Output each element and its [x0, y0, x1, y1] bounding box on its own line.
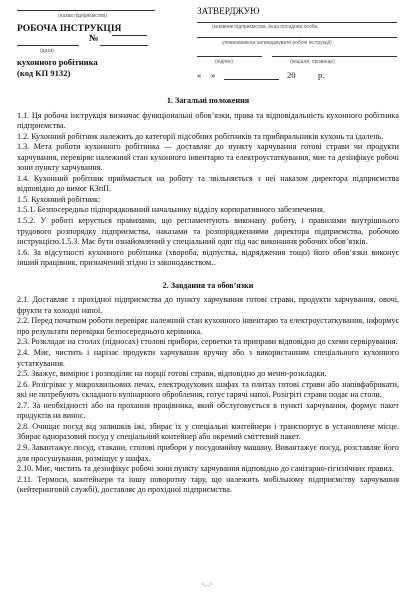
page-continuation-marker: <...>	[201, 582, 213, 588]
number-sign: №	[89, 34, 99, 44]
paragraph: 2.4. Миє, чистить і нарізає продукти харчування вручну або з використанням спеціального кухонного устаткування.	[17, 348, 399, 368]
approver-line-2	[197, 37, 397, 38]
approver-placeholder-2: уповноважена затверджувати робочі інструкції)	[222, 40, 332, 46]
paragraph: 1.5.2. У роботі керується правилами, що регламентують виконану роботу, і правилами внутрішнього трудового розпорядку підприємства, наказами та розпорядженнями директора підприємства, робочою інструкцією.1.5.3. Має бути ознайомлений у спеціальний одяг під час виконання робочих обов’язків.	[17, 216, 399, 247]
initials-placeholder: (ініціали, прізвище)	[290, 59, 335, 65]
org-placeholder: (назва підприємства)	[58, 13, 108, 19]
document-body	[17, 96, 399, 496]
month-line	[224, 79, 279, 80]
paragraph: 2.11. Термоси, контейнери та іншу поворотну тару, що належить мобільному підприємству харчування (кейтеринговій службі), доставляє до прохідної підприємства.	[17, 474, 399, 495]
org-line	[17, 10, 155, 11]
number-line-left	[112, 35, 147, 36]
section-title: 2. Завдання та обов’язки	[162, 280, 254, 290]
paragraph: 2.1. Доставляє з прохідної підприємства до пункту харчування готові страви, продукти харчування, овочі, фрукти та холодні напої.	[17, 295, 399, 315]
paragraph: 1.3. Мета роботи кухонного робітника — доставляє до пункту харчування готові страви чи продукти харчування, перевіряє належний стан кухонного інвентарю та електроустаткування, миє та дезінфікує робочі зони пункту харчування.	[17, 142, 399, 173]
paragraph: 2.2. Перед початком роботи перевіряє належний стан кухонного інвентарю та електроустаткування, інформує про результати перевірки безпосереднього керівника.	[17, 316, 399, 336]
signature-placeholder: (підпис)	[215, 59, 234, 65]
paragraph: 1.6. За відсутності кухонного робітника (хвороба, відпустка, відрядження тощо) його обов’язки виконує інший працівник, призначений згідно із законодавством..	[17, 247, 399, 268]
approver-placeholder-1: (керівник підприємства, інша посадова особа,	[212, 24, 319, 30]
approve-label: ЗАТВЕРДЖУЮ	[197, 6, 260, 16]
paragraph: 2.7. За необхідності або на прохання працівника, який обслуговується в пункті харчування, формує пакет продуктів на винос.	[17, 400, 399, 421]
paragraph: 1.2. Кухонний робітник належить до категорії підсобних робітників та прибиральників кухонь та їдалень.	[17, 131, 384, 141]
paragraph: 1.5. Кухонний робітник:	[17, 194, 101, 204]
year-suffix: р.	[318, 70, 325, 80]
date-close-quote: »	[211, 70, 216, 80]
date-placeholder: (дата)	[40, 48, 54, 54]
date-open-quote: «	[197, 70, 202, 80]
paragraph: 2.5. Зважує, вимірює і розподіляє на порції готові страви, відповідно до меню-розкладки.	[17, 369, 327, 379]
paragraph: 2.3. Розкладає на столах (підносах) столові прибори, серветки та приправи відповідно до схеми сервірування.	[17, 337, 398, 347]
year-prefix: 20	[287, 70, 296, 80]
position-title: кухонного робітника	[17, 57, 98, 67]
paragraph: 1.4. Кухонний робітник приймається на роботу та звільняється з неї наказом директора підприємства відповідно до вимог КЗпП.	[17, 173, 399, 194]
approver-line	[197, 22, 397, 23]
paragraph: 2.10. Миє, чистить та дезінфікує робочі зони пункту харчування відповідно до санітарно-гігієнічних правил.	[17, 464, 394, 474]
signature-line	[197, 56, 262, 57]
paragraph: 2.6. Розігріває у мікрохвильових печах, електродухових шафах та плитах готові страви або напівфабрикати, які не потребують складного кулінарного оброблення, готує гарячі напої. Розігріті страви подає на столи.	[17, 379, 399, 400]
paragraph: 2.8. Очищає посуд від залишків їжі, збирає їх у спеціальні контейнери і транспортує в установлене місце. Збирає одноразовий посуд у спеціальний контейнер або окремий сміттєвий пакет.	[17, 421, 399, 442]
date-line	[17, 45, 79, 46]
paragraph: 1.1. Ця робоча інструкція визначає функціональні обов’язки, права та відповідальність кухонного робітника підприємства.	[17, 110, 399, 131]
number-line	[100, 45, 148, 46]
doc-title: РОБОЧА ІНСТРУКЦІЯ	[17, 24, 122, 34]
section-title: 1. Загальні положення	[166, 96, 250, 105]
paragraph: 1.5.1. Безпосередньо підпорядкований начальнику відділу корпоративного забезпечення.	[17, 205, 325, 215]
position-code: (код КП 9132)	[17, 68, 71, 78]
initials-line	[272, 56, 397, 57]
paragraph: 2.9. Завантажує посуд, стакани, столові прибори у посудомийну машину. Вивантажує посуд, розставляє його для просушування, розміщує у шафах.	[17, 442, 399, 463]
